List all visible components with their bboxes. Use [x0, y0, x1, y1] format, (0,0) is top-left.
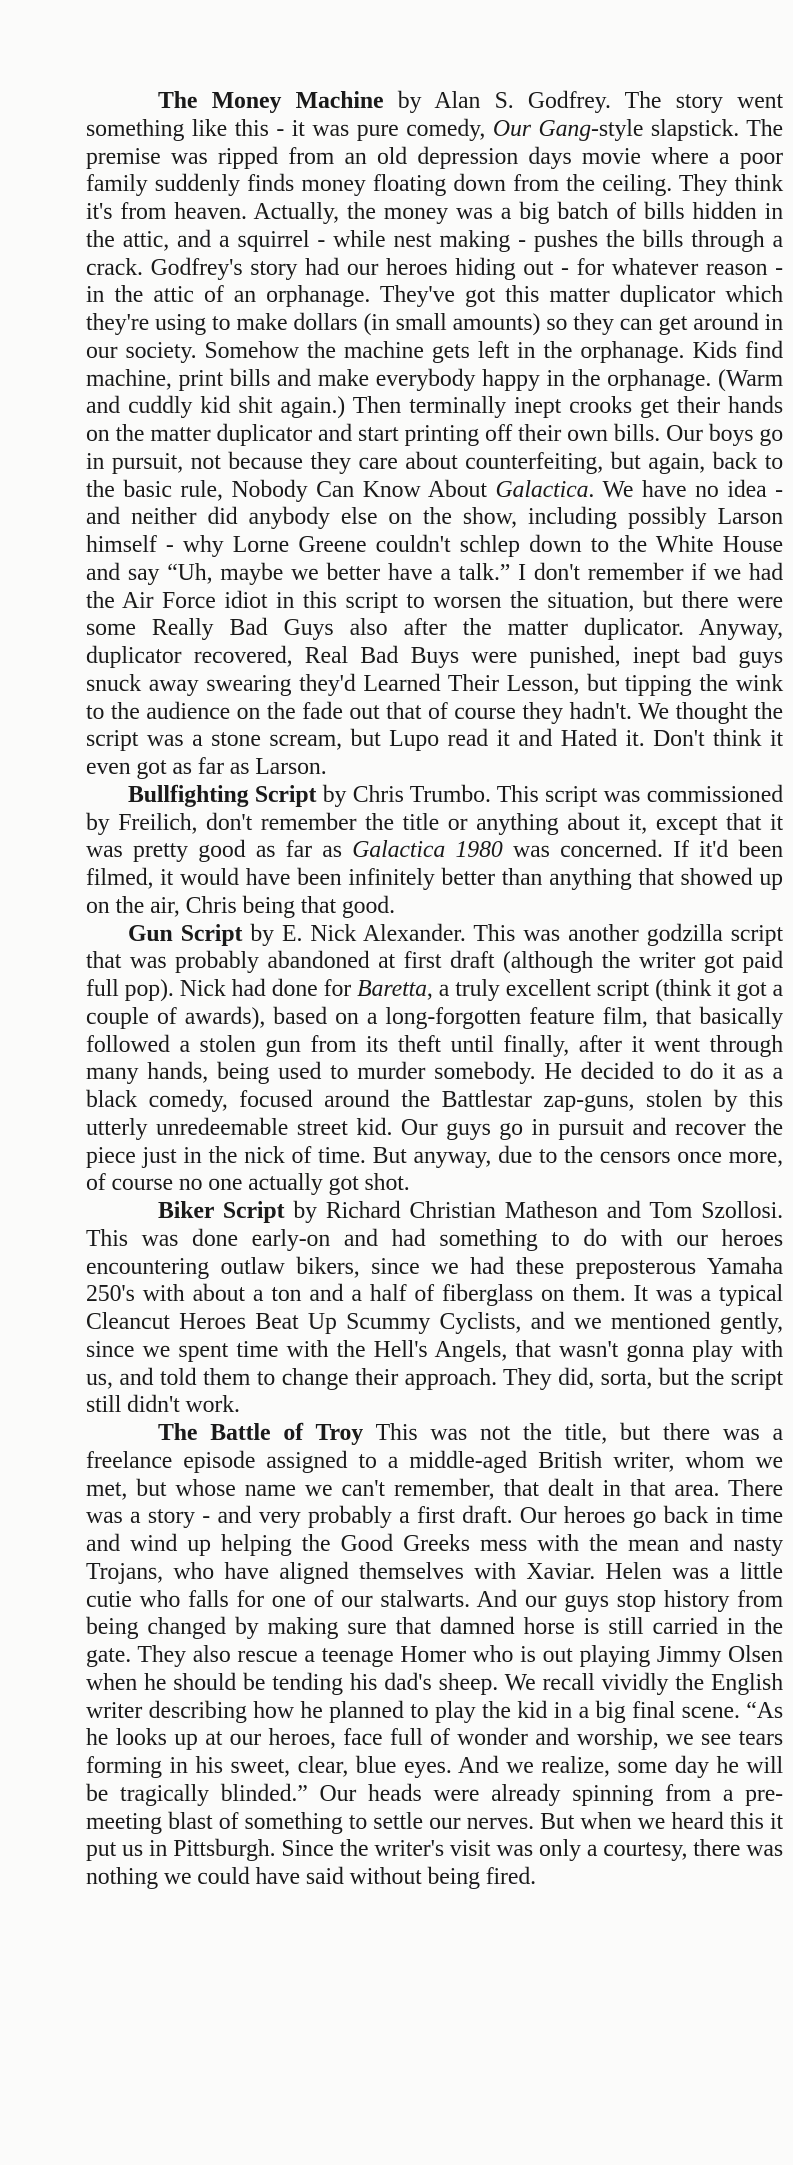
paragraph-biker-script: [86, 1198, 783, 1420]
paragraph-text: , a truly excellent script (think it got a couple of awards), based on a long-forgotten feature film, that basically followed a stolen gun from its theft until finally, after it went through many hands, being used to murder somebody. He decided to do it as a black comedy, focused around the Battlestar zap-guns, stolen by this utterly unredeemable street kid. Our guys go in pursuit and recover the piece just in the nick of time. But anyway, due to the censors once more, of course no one actually got shot.: [86, 976, 783, 1197]
paragraph-text: . We have no idea - and neither did anybody else on the show, including possibly Larson himself - why Lorne Greene couldn't schlep down to the White House and say “Uh, maybe we better have a talk.” I don't remember if we had the Air Force idiot in this script to worsen the situation, but there were some Really Bad Guys also after the matter duplicator. Anyway, duplicator recovered, Real Bad Buys were punished, inept bad guys snuck away swearing they'd Learned Their Lesson, but tipping the wink to the audience on the fade out that of course they hadn't. We thought the script was a stone scream, but Lupo read it and Hated it. Don't think it even got as far as Larson.: [86, 476, 783, 780]
paragraph-italic-text: Galactica 1980: [352, 837, 503, 864]
paragraph-text: was concerned. If it'd been filmed, it would have been infinitely better than anything that showed up on the air, Chris being that good.: [86, 837, 784, 919]
paragraph-italic-text: Baretta: [357, 976, 427, 1002]
paragraph-heading: Biker Script: [158, 1198, 285, 1224]
paragraph-text: by E. Nick Alexander. This was another godzilla script that was probably abandoned at first draft (although the writer got paid full pop). Nick had done for: [86, 920, 783, 1002]
paragraph-text: by Richard Christian Matheson and Tom Szollosi. This was done early-on and had something to do with our heroes encountering outlaw bikers, since we had these preposterous Yamaha 250's with about a ton and a half of fiberglass on them. It was a typical Cleancut Heroes Beat Up Scummy Cyclists, and we mentioned gently, since we spent time with the Hell's Angels, that wasn't gonna play with us, and told them to change their approach. They did, sorta, but the script still didn't work.: [86, 1198, 783, 1419]
paragraph-money-machine: [86, 88, 783, 782]
paragraph-gun-script: [86, 921, 783, 1199]
paragraph-text: by Alan S. Godfrey. The story went something like this - it was pure comedy,: [86, 88, 783, 142]
paragraph-text: This was not the title, but there was a freelance episode assigned to a middle-aged British writer, whom we met, but whose name we can't remember, that dealt in that area. There was a story - and very probably a first draft. Our heroes go back in time and wind up helping the Good Greeks mess with the mean and nasty Trojans, who have aligned themselves with Xaviar. Helen was a little cutie who falls for one of our stalwarts. And our guys stop history from being changed by making sure that damned horse is still carried in the gate. They also rescue a teenage Homer who is out playing Jimmy Olsen when he should be tending his dad's sheep. We recall vividly the English writer describing how he planned to play the kid in a big final scene. “As he looks up at our heroes, face full of wonder and worship, we see tears forming in his sweet, clear, blue eyes. And we realize, some day he will be tragically blinded.” Our heads were already spinning from a pre-meeting blast of something to settle our nerves. But when we heard this it put us in Pittsburgh. Since the writer's visit was only a courtesy, there was nothing we could have said without being fired.: [86, 1420, 783, 1890]
paragraph-heading: Gun Script: [128, 920, 243, 947]
paragraph-heading: The Money Machine: [158, 88, 384, 114]
paragraph-text: -style slapstick. The premise was ripped from an old depression days movie where a poor family suddenly finds money floating down from the ceiling. They think it's from heaven. Actually, the money was a big batch of bills hidden in the attic, and a squirrel - while nest making - pushes the bills through a crack. Godfrey's story had our heroes hiding out - for whatever reason - in the attic of an orphanage. They've got this matter duplicator which they're using to make dollars (in small amounts) so they can get around in our society. Somehow the machine gets left in the orphanage. Kids find machine, print bills and make everybody happy in the orphanage. (Warm and cuddly kid shit again.) Then terminally inept crooks get their hands on the matter duplicator and start printing off their own bills. Our boys go in pursuit, not because they care about counterfeiting, but again, back to the basic rule, Nobody Can Know About: [86, 115, 783, 503]
paragraph-text: by Chris Trumbo. This script was commissioned by Freilich, don't remember the title or anything about it, except that it was pretty good as far as: [86, 781, 783, 864]
paragraph-italic-text: Our Gang: [492, 115, 592, 142]
paragraph-heading: Bullfighting Script: [128, 781, 317, 808]
paragraph-battle-of-troy: [86, 1420, 783, 1892]
paragraph-bullfighting-script: [86, 782, 783, 921]
document-page: [86, 88, 783, 1892]
paragraph-heading: The Battle of Troy: [158, 1420, 364, 1446]
paragraph-italic-text: Galactica: [495, 476, 589, 503]
